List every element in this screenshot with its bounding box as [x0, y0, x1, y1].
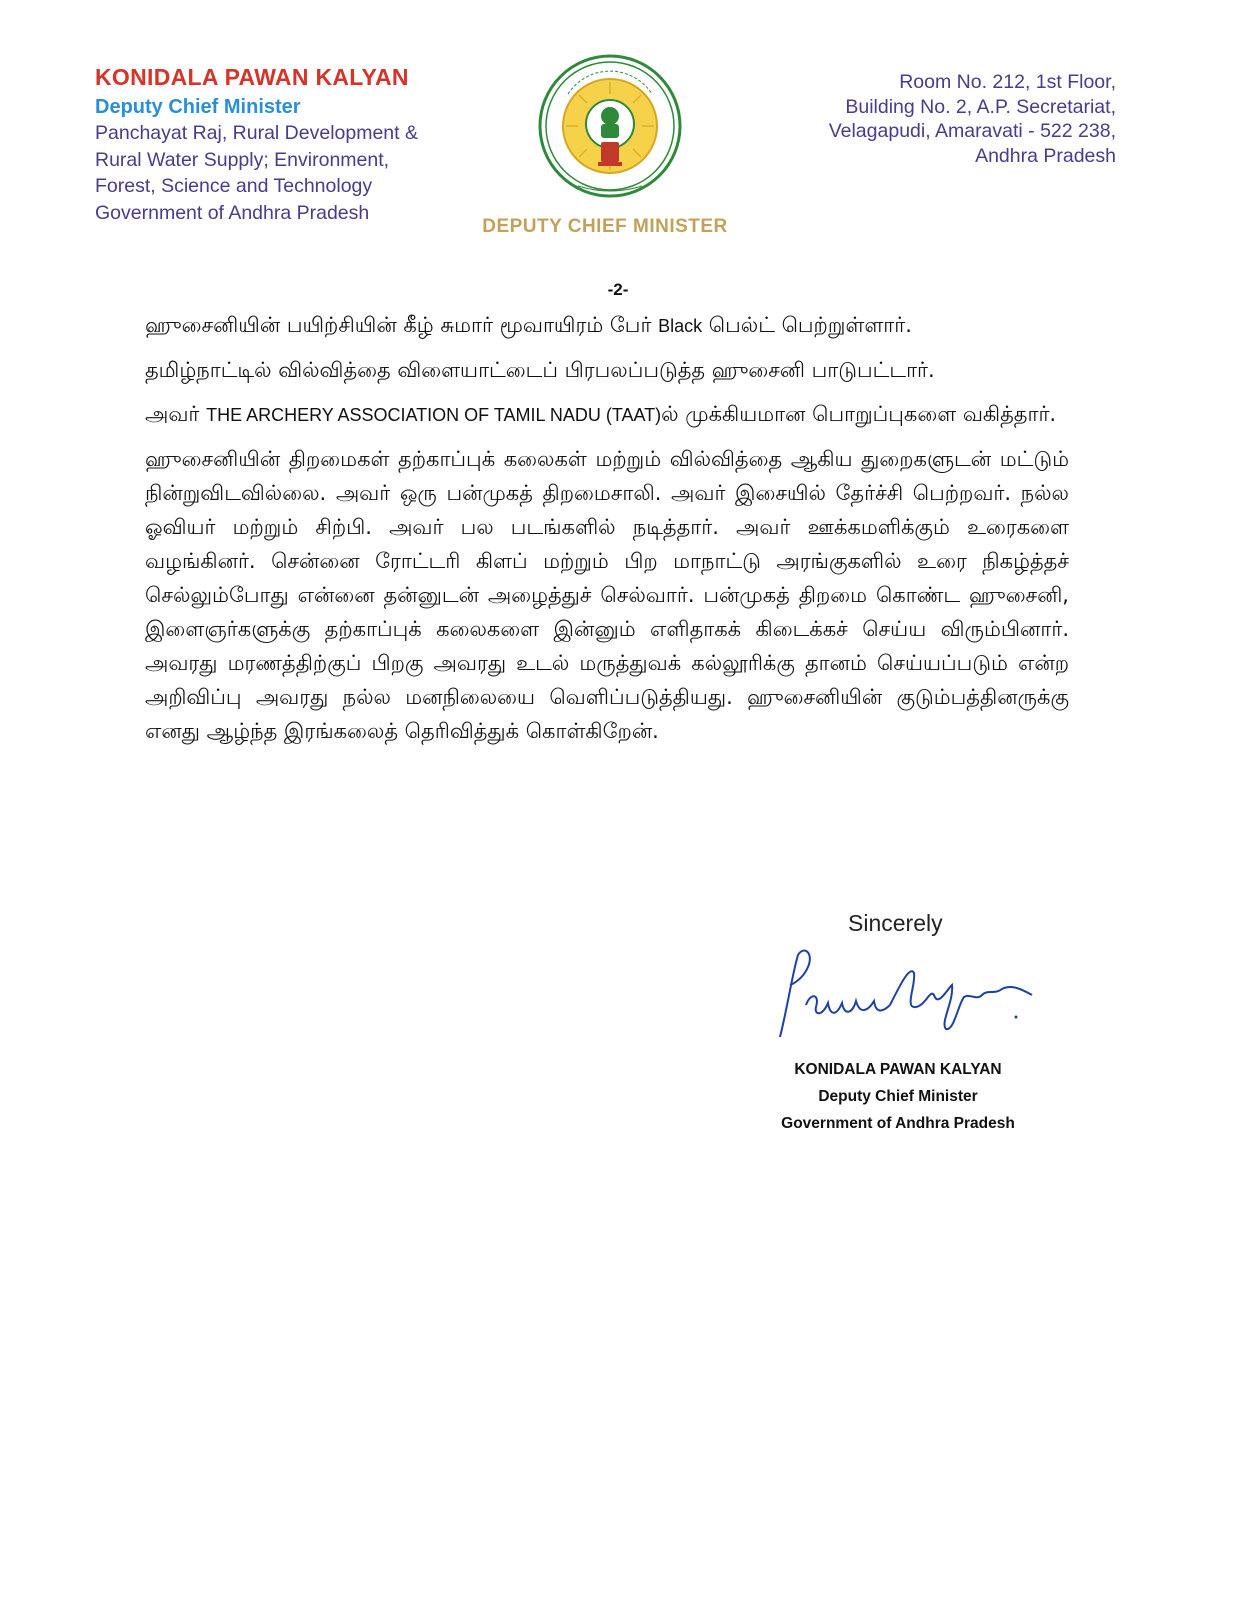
address-line: Building No. 2, A.P. Secretariat, — [845, 95, 1116, 118]
sender-title: Deputy Chief Minister — [95, 96, 301, 118]
emblem-caption: DEPUTY CHIEF MINISTER — [482, 216, 728, 237]
portfolio-line: Government of Andhra Pradesh — [95, 201, 370, 224]
signatory-name: KONIDALA PAWAN KALYAN — [794, 1061, 1002, 1078]
handwritten-signature — [770, 945, 1050, 1045]
sender-name: KONIDALA PAWAN KALYAN — [95, 64, 409, 90]
andhra-pradesh-emblem-icon — [538, 54, 682, 204]
paragraph-latin-text: Black — [658, 316, 703, 336]
paragraph: ஹுசைனியின் திறமைகள் தற்காப்புக் கலைகள் மற்றும் வில்வித்தை ஆகிய துறைகளுடன் மட்டும் நின்றுவிடவில்லை. அவர் ஒரு பன்முகத் திறமைசாலி. அவர் இசையில் தேர்ச்சி பெற்றவர். நல்ல ஓவியர் மற்றும் சிற்பி. அவர் பல படங்களில் நடித்தார். அவர் ஊக்கமளிக்கும் உரைகளை வழங்கினர். சென்னை ரோட்டரி கிளப் மற்றும் பிற மாநாட்டு அரங்குகளில் உரை நிகழ்த்தச் செல்லும்போது என்னை தன்னுடன் அழைத்துச் செல்வார். பன்முகத் திறமை கொண்ட ஹுசைனி, இளைஞர்களுக்கு தற்காப்புக் கலைகளை இன்னும் எளிதாகக் கிடைக்கச் செய்ய விரும்பினார். அவரது மரணத்திற்குப் பிறகு அவரது உடல் மருத்துவக் கல்லூரிக்கு தானம் செய்யப்படும் என்ற அறிவிப்பு அவரது நல்ல மனநிலையை வெளிப்படுத்தியது. ஹுசைனியின் குடும்பத்தினருக்கு எனது ஆழ்ந்த இரங்கலைத் தெரிவித்துக் கொள்கிறேன். — [145, 447, 1069, 743]
portfolio-line: Rural Water Supply; Environment, — [95, 148, 390, 171]
sender-block — [95, 62, 475, 226]
portfolio-line: Panchayat Raj, Rural Development & — [95, 122, 418, 144]
paragraph-text: பெல்ட் பெற்றுள்ளார். — [702, 313, 912, 337]
address-line: Andhra Pradesh — [975, 144, 1116, 167]
paragraph: தமிழ்நாட்டில் வில்வித்தை விளையாட்டைப் பிரபலப்படுத்த ஹுசைனி பாடுபட்டார். — [145, 358, 935, 382]
page-number: -2- — [607, 280, 629, 299]
paragraph-text: அவர் — [145, 402, 207, 426]
address-line: Velagapudi, Amaravati - 522 238, — [828, 120, 1116, 142]
paragraph — [145, 308, 1069, 343]
office-address — [776, 70, 1116, 168]
signatory-title: Deputy Chief Minister — [818, 1088, 978, 1105]
letter-body — [145, 308, 1069, 758]
salutation: Sincerely — [848, 910, 943, 936]
paragraph-latin-text: THE ARCHERY ASSOCIATION OF TAMIL NADU (TAAT) — [206, 405, 662, 425]
paragraph — [145, 397, 1069, 432]
paragraph-text: ல் முக்கியமான பொறுப்புகளை வகித்தார். — [661, 402, 1057, 426]
address-line: Room No. 212, 1st Floor, — [899, 71, 1116, 93]
signatory-block — [770, 1056, 1026, 1137]
signatory-org: Government of Andhra Pradesh — [781, 1115, 1015, 1132]
portfolio-line: Forest, Science and Technology — [95, 175, 373, 197]
paragraph-text: ஹுசைனியின் பயிற்சியின் கீழ் சுமார் மூவாயிரம் பேர் — [145, 313, 659, 337]
